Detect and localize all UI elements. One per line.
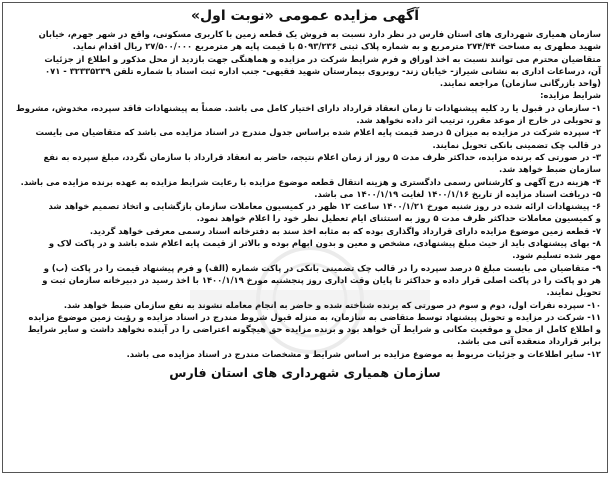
notice-frame — [2, 2, 608, 473]
condition-line: و کمیسیون معاملات حداکثر ظرف مدت ۵ روز به استثنای ایام تعطیل نظر خود را اعلام خواهد نمود. — [196, 213, 601, 224]
conditions-list — [9, 102, 601, 360]
condition-line: ۵- دریافت اسناد مزایده از تاریخ ۱۴۰۰/۱/۱۶ لغایت ۱۴۰۰/۱/۱۹ می باشد. — [314, 188, 601, 199]
condition-line: ۱۱- شرکت در مزایده و تحویل پیشنهاد توسط متقاضی به سازمان، به منزله قبول شروط مندرج در اسناد مزایده و رؤیت زمین موضوع مزایده — [28, 311, 601, 322]
condition-line: ۱- سازمان در قبول یا رد کلیه پیشنهادات تا زمان انعقاد قرارداد دارای اختیار کامل می باشد. ضمناً به پیشنهادات فاقد سپرده، مخدوش، مشروط — [16, 102, 601, 113]
condition-line: و اطلاع کامل از محل و موقعیت مکانی و شرایط آن خواهد بود و برنده مزایده حق هیچگونه اعتراضی را در آینده نخواهد داشت و سایر شرایط — [27, 324, 601, 335]
intro-line: شهید مطهری به مساحت ۲۷۴/۴۴ مترمربع و به شماره پلاک ثبتی ۵۰۹۳/۲۳۶ با قیمت پایه هر مترمربع ۲۷/۵۰۰/۰۰۰ ریال اقدام نماید. — [72, 41, 601, 52]
condition-line: و تحویلی در خارج از موعد مقرر، ترتیب اثر داده نخواهد شد. — [356, 115, 601, 126]
condition-line: تحویل نمایند. — [546, 287, 601, 298]
notice-title: آگهی مزایده عمومی «نوبت اول» — [190, 8, 420, 24]
condition-line: ۷- قطعه زمین موضوع مزایده دارای قرارداد واگذاری بوده که به مثابه اخذ سند به دفترخانه اسناد رسمی معرفی خواهد گردید. — [89, 225, 601, 236]
notice-body — [9, 28, 601, 360]
condition-line: ۱۲- سایر اطلاعات و جزئیات مربوط به موضوع مزایده بر اساس شرایط و مشخصات مندرج در اسناد مزایده می باشد. — [126, 348, 601, 359]
intro-paragraph — [9, 28, 601, 89]
condition-line: ۴- هزینه درج آگهی و کارشناس رسمی دادگستری و هزینه انتقال قطعه موضوع مزایده با رعایت شرایط مزایده به عهده برنده مزایده می باشد. — [20, 176, 601, 187]
conditions-heading: شرایط مزایده: — [540, 90, 601, 101]
intro-line: آن، درساعات اداری به نشانی شیراز- خیابان زند- روبروی بیمارستان شهید فقیهی- جنب اداره ثبت اسناد با شماره تلفن ۳۲۳۳۵۲۳۹ - ۰۷۱ — [45, 65, 601, 76]
intro-line: (واحد بازرگانی سازمان) مراجعه نمایند. — [439, 78, 601, 89]
condition-line: سازمان ضبط خواهد شد. — [499, 164, 601, 175]
notice-signature: سازمان همیاری شهرداری های استان فارس — [169, 365, 441, 381]
condition-line: ۸- بهای پیشنهادی باید از حیث مبلغ پیشنهادی، مشخص و معین و بدون ابهام بوده و بالاتر از قیمت پایه اعلام شده باشد و در پاکت لاک و — [48, 238, 601, 249]
condition-line: ۱۰- سپرده نفرات اول، دوم و سوم در صورتی که برنده شناخته شده و حاضر به انجام معامله نشوند به نفع سازمان ضبط خواهد شد. — [63, 299, 601, 310]
condition-line: هر دو پاکت را در پاکت اصلی قرار داده و حداکثر تا پایان وقت اداری روز پنجشنبه مورخ ۱۴۰۰/۱/۱۹ با اخذ رسید در دبیرخانه سازمان ثبت و — [42, 274, 601, 285]
condition-line: ۶- پیشنهادات ارائه شده در روز شنبه مورخ ۱۴۰۰/۱/۲۱ ساعت ۱۲ ظهر در کمیسیون معاملات سازمان بازگشایی و اتخاذ تصمیم خواهد شد — [48, 201, 601, 212]
condition-line: برابر قرارداد منعقده آتی می باشد. — [457, 336, 601, 347]
intro-line: سازمان همیاری شهرداری های استان فارس در نظر دارد نسبت به فروش یک قطعه زمین با کاربری مسکونی، واقع در شهر جهرم، خیابان — [38, 29, 601, 39]
intro-line: متقاضیان محترم می توانند نسبت به اخذ اوراق و فرم شرایط شرکت در مزایده و هماهنگی جهت بازدید از محل مذکور و اطلاع از جزئیات — [44, 53, 601, 64]
condition-line: ۹- متقاضیان می بایست مبلغ ۵ درصد سپرده را در قالب چک تضمینی بانکی در پاکت شماره (الف) و فرم پیشنهاد قیمت را در پاکت (ب) و — [43, 262, 601, 273]
condition-line: ۲- سپرده شرکت در مزایده به میزان ۵ درصد قیمت پایه اعلام شده براساس جدول مندرج در اسناد مزایده می باشد که متقاضیان می بایست — [35, 127, 601, 138]
condition-line: ۳- در صورتی که برنده مزایده، حداکثر ظرف مدت ۵ روز از زمان اعلام نتیجه، حاضر به انعقاد قرارداد با سازمان نگردد، مبلغ سپرده به نفع — [43, 151, 601, 162]
condition-line: در قالب چک تضمینی بانکی تحویل نمایند. — [432, 139, 601, 150]
condition-line: مهر شده تسلیم شود. — [512, 250, 601, 261]
